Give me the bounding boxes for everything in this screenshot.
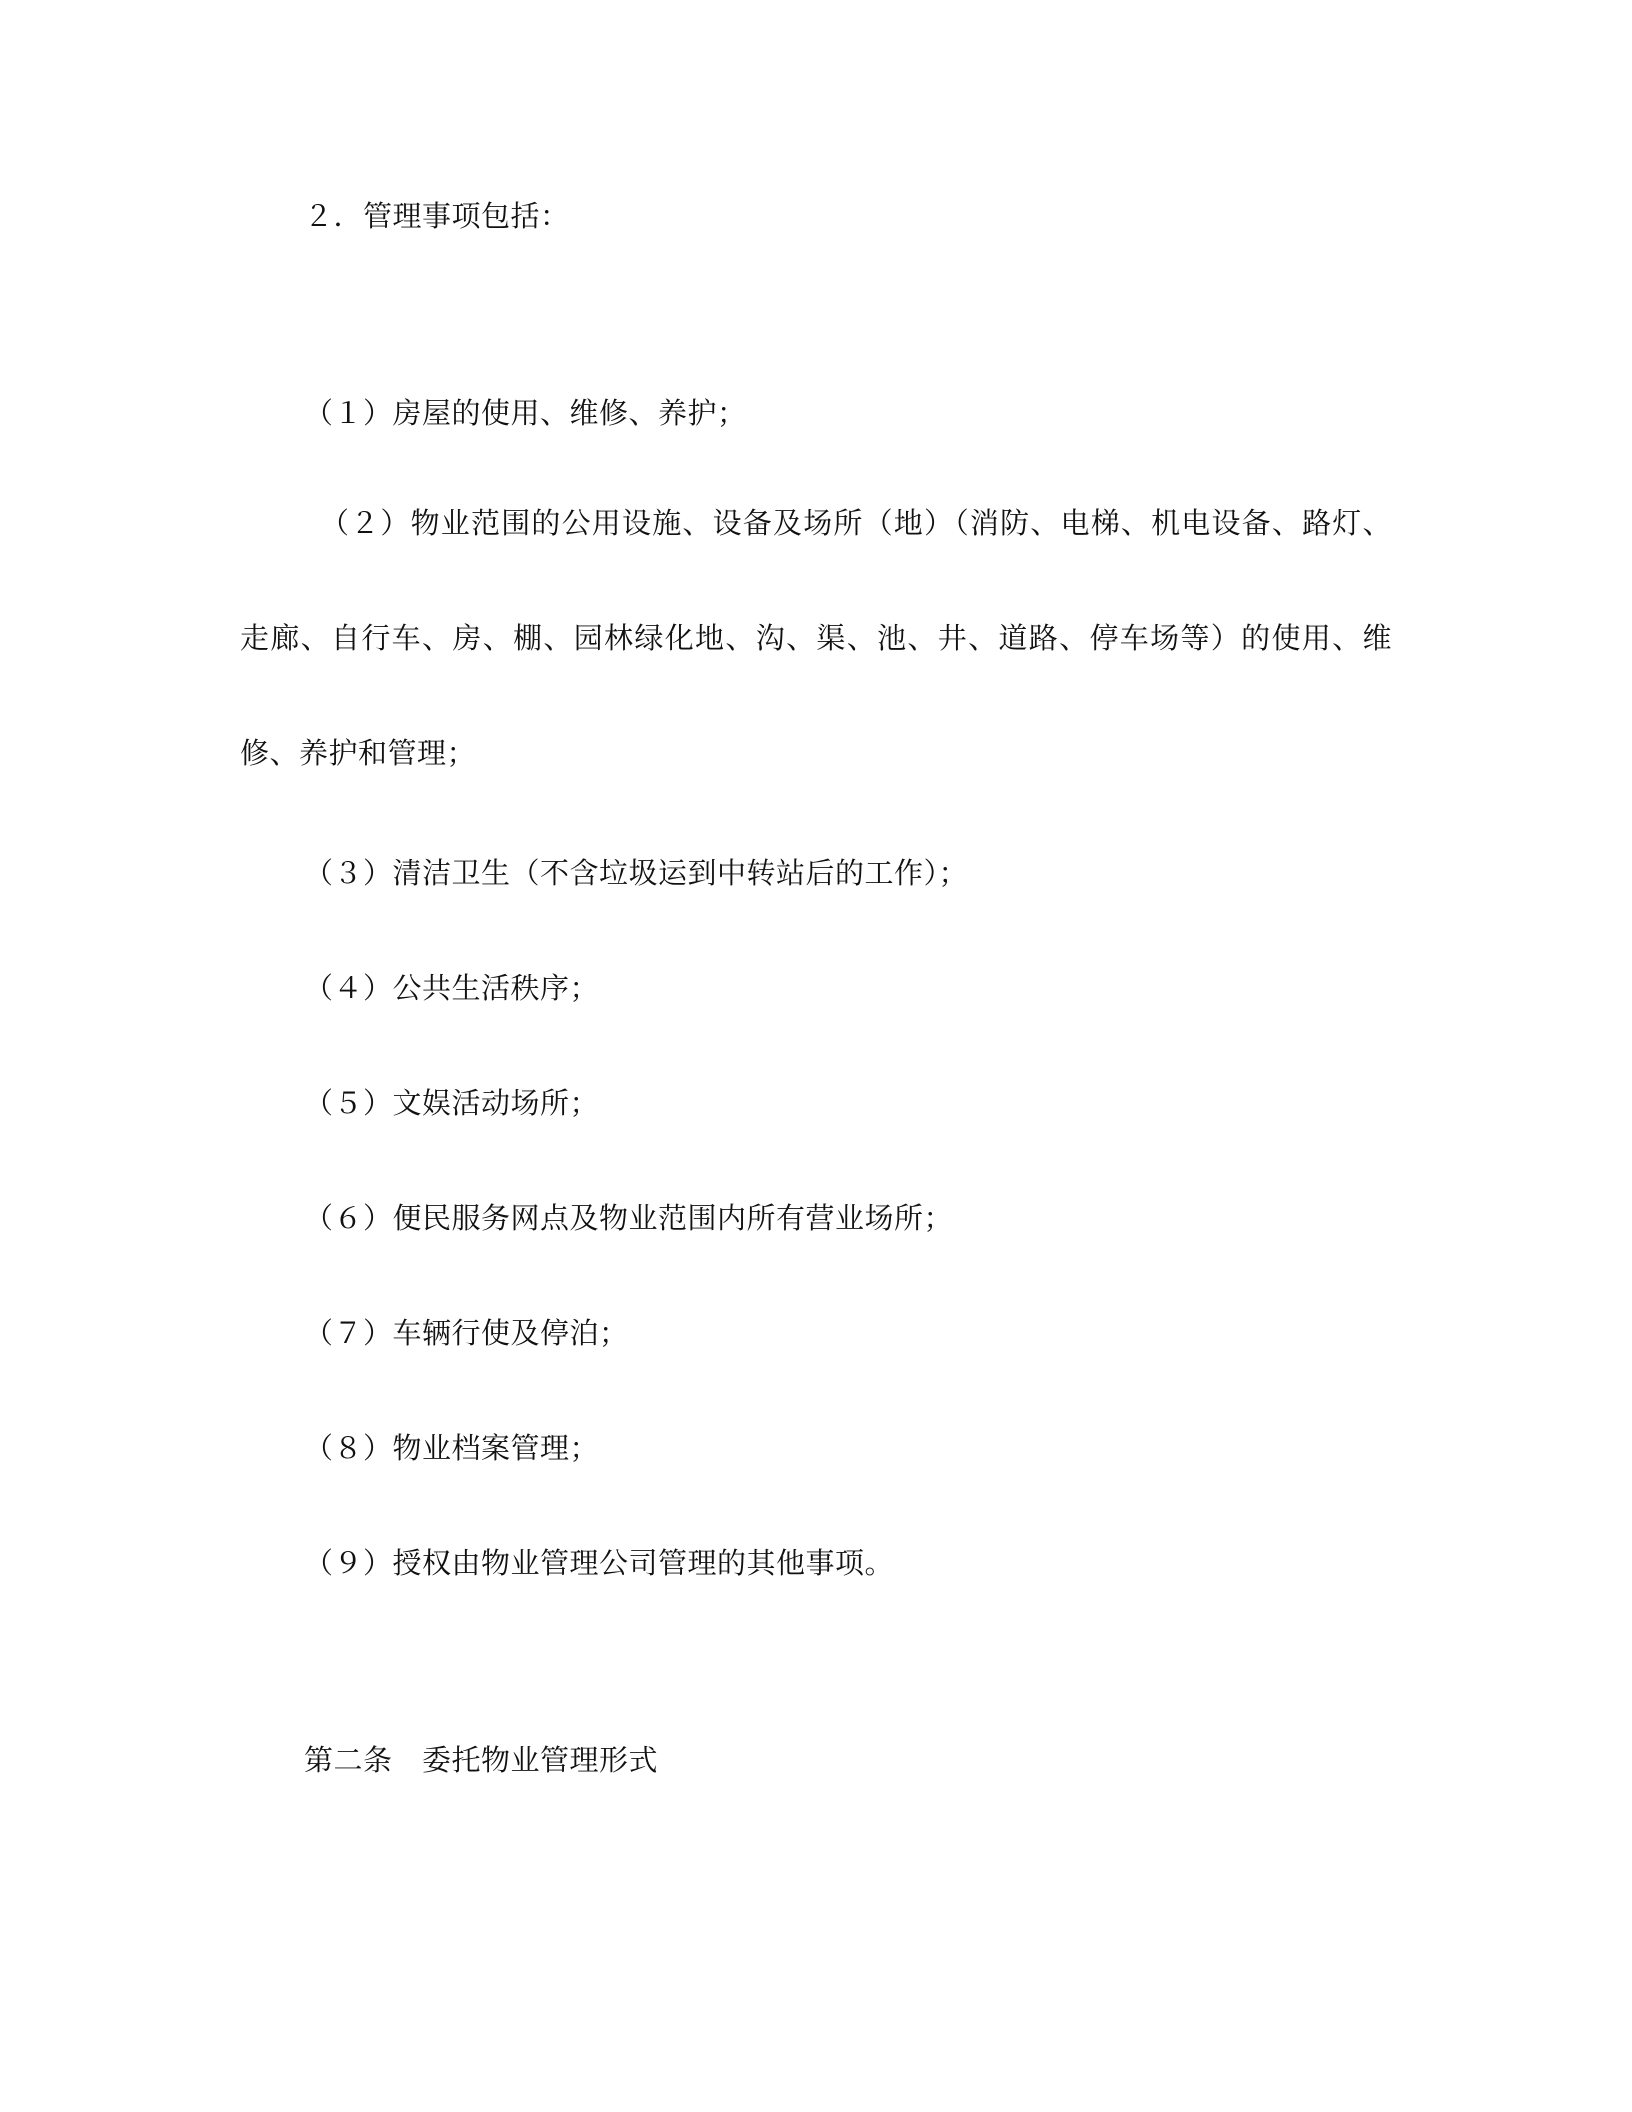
list-item: （１）房屋的使用、维修、养护； <box>304 396 747 430</box>
list-item: （６）便民服务网点及物业范围内所有营业场所； <box>304 1201 954 1235</box>
list-item: （３）清洁卫生（不含垃圾运到中转站后的工作）； <box>304 856 969 890</box>
section-heading: ２．管理事项包括： <box>304 199 570 233</box>
list-item: （７）车辆行使及停泊； <box>304 1316 629 1350</box>
article-heading: 第二条 委托物业管理形式 <box>304 1743 659 1777</box>
list-item: （２）物业范围的公用设施、设备及场所（地）（消防、电梯、机电设备、路灯、走廊、自行车、房、棚、园林绿化地、沟、渠、池、井、道路、停车场等）的使用、维修、养护和管理； <box>240 506 1392 770</box>
list-item: （９）授权由物业管理公司管理的其他事项。 <box>304 1546 895 1580</box>
list-item: （４）公共生活秩序； <box>304 971 600 1005</box>
list-item: （８）物业档案管理； <box>304 1431 600 1465</box>
list-item: （５）文娱活动场所； <box>304 1086 600 1120</box>
